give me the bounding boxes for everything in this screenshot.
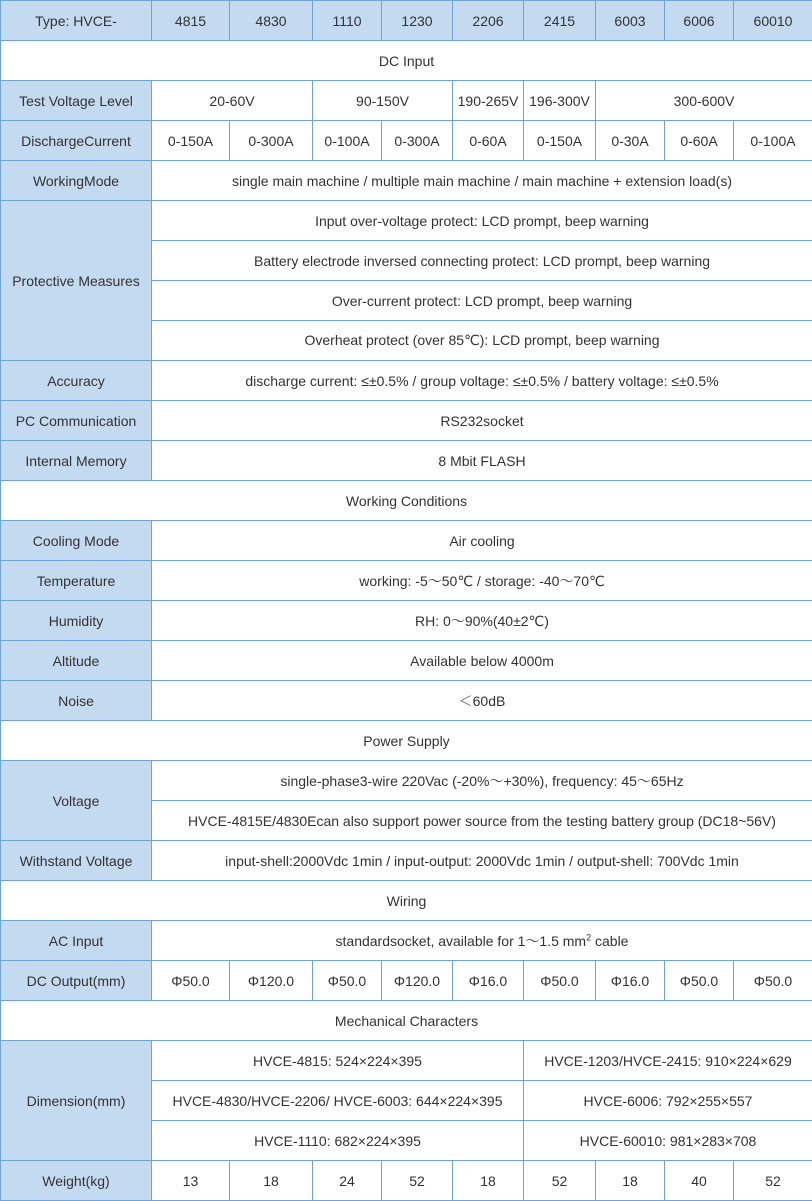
section-row [1, 721, 812, 761]
row-label: PC Communication [1, 401, 152, 441]
table-cell: 52 [734, 1161, 812, 1201]
table-cell: 0-150A [524, 121, 596, 161]
table-cell: 24 [313, 1161, 382, 1201]
table-cell: Battery electrode inversed connecting protect: LCD prompt, beep warning [152, 241, 812, 281]
ac-input-suffix: cable [591, 932, 629, 949]
table-cell: RH: 0～90%(40±2℃) [152, 601, 812, 641]
section-row [1, 481, 812, 521]
row-label: Temperature [1, 561, 152, 601]
table-cell: Input over-voltage protect: LCD prompt, beep warning [152, 201, 812, 241]
table-cell: 0-30A [596, 121, 665, 161]
model-header: 60010 [734, 1, 812, 41]
header-row [1, 1, 812, 41]
table-cell: 196-300V [524, 81, 596, 121]
table-cell: single-phase3-wire 220Vac (-20%～+30%), frequency: 45～65Hz [152, 761, 812, 801]
table-cell: 20-60V [152, 81, 313, 121]
model-header: 1230 [382, 1, 453, 41]
ac-input-row [1, 921, 812, 961]
table-cell: HVCE-4815: 524×224×395 [152, 1041, 524, 1081]
table-cell: ＜60dB [152, 681, 812, 721]
row-label: Voltage [1, 761, 152, 841]
row-label: Cooling Mode [1, 521, 152, 561]
row-label: Dimension(mm) [1, 1041, 152, 1161]
table-cell: 40 [665, 1161, 734, 1201]
model-header: 6003 [596, 1, 665, 41]
model-header: 6006 [665, 1, 734, 41]
section-title-mechanical: Mechanical Characters [1, 1001, 812, 1041]
voltage-row [1, 761, 812, 801]
table-cell: Φ50.0 [734, 961, 812, 1001]
table-cell: discharge current: ≤±0.5% / group voltage: ≤±0.5% / battery voltage: ≤±0.5% [152, 361, 812, 401]
table-cell: 190-265V [453, 81, 524, 121]
table-cell: HVCE-60010: 981×283×708 [524, 1121, 812, 1161]
dimension-row [1, 1041, 812, 1081]
row-label: Noise [1, 681, 152, 721]
row-label: WorkingMode [1, 161, 152, 201]
noise-row [1, 681, 812, 721]
table-cell: Φ50.0 [313, 961, 382, 1001]
protective-row [1, 201, 812, 241]
working-mode-row [1, 161, 812, 201]
table-cell: 90-150V [313, 81, 453, 121]
table-cell: Φ16.0 [453, 961, 524, 1001]
table-cell: working: -5～50℃ / storage: -40～70℃ [152, 561, 812, 601]
discharge-current-row [1, 121, 812, 161]
dc-output-row [1, 961, 812, 1001]
model-header: 4815 [152, 1, 230, 41]
table-cell: input-shell:2000Vdc 1min / input-output: 2000Vdc 1min / output-shell: 700Vdc 1min [152, 841, 812, 881]
table-cell: 0-100A [734, 121, 812, 161]
table-cell: 8 Mbit FLASH [152, 441, 812, 481]
table-cell: HVCE-4815E/4830Ecan also support power source from the testing battery group (DC18~56V) [152, 801, 812, 841]
table-cell: HVCE-4830/HVCE-2206/ HVCE-6003: 644×224×395 [152, 1081, 524, 1121]
model-header: 2206 [453, 1, 524, 41]
table-cell: 18 [230, 1161, 313, 1201]
table-cell: 0-60A [665, 121, 734, 161]
table-cell: HVCE-6006: 792×255×557 [524, 1081, 812, 1121]
row-label: DC Output(mm) [1, 961, 152, 1001]
model-header: 1110 [313, 1, 382, 41]
ac-input-superscript: 2 [586, 931, 592, 942]
table-cell: 300-600V [596, 81, 812, 121]
table-cell: 13 [152, 1161, 230, 1201]
table-cell: single main machine / multiple main machine / main machine + extension load(s) [152, 161, 812, 201]
section-row [1, 41, 812, 81]
section-title-working-conditions: Working Conditions [1, 481, 812, 521]
table-cell: 0-100A [313, 121, 382, 161]
row-label: Protective Measures [1, 201, 152, 361]
ac-input-value [152, 921, 812, 961]
table-cell: Over-current protect: LCD prompt, beep warning [152, 281, 812, 321]
altitude-row [1, 641, 812, 681]
table-cell: 0-150A [152, 121, 230, 161]
section-title-power-supply: Power Supply [1, 721, 812, 761]
table-cell: Φ120.0 [230, 961, 313, 1001]
table-cell: 52 [382, 1161, 453, 1201]
table-cell: 18 [596, 1161, 665, 1201]
table-cell: Φ50.0 [665, 961, 734, 1001]
table-cell: 18 [453, 1161, 524, 1201]
table-cell: RS232socket [152, 401, 812, 441]
row-label: DischargeCurrent [1, 121, 152, 161]
accuracy-row [1, 361, 812, 401]
humidity-row [1, 601, 812, 641]
section-title-wiring: Wiring [1, 881, 812, 921]
section-title-dc-input: DC Input [1, 41, 812, 81]
table-cell: Φ50.0 [152, 961, 230, 1001]
table-cell: HVCE-1203/HVCE-2415: 910×224×629 [524, 1041, 812, 1081]
table-cell: 0-60A [453, 121, 524, 161]
table-cell: 0-300A [230, 121, 313, 161]
model-header: 2415 [524, 1, 596, 41]
row-label: Accuracy [1, 361, 152, 401]
row-label: Humidity [1, 601, 152, 641]
section-row [1, 881, 812, 921]
table-cell: Air cooling [152, 521, 812, 561]
table-cell: Overheat protect (over 85℃): LCD prompt, beep warning [152, 321, 812, 361]
row-label: Test Voltage Level [1, 81, 152, 121]
memory-row [1, 441, 812, 481]
cooling-row [1, 521, 812, 561]
temperature-row [1, 561, 812, 601]
table-cell: HVCE-1110: 682×224×395 [152, 1121, 524, 1161]
model-header: 4830 [230, 1, 313, 41]
table-cell: Available below 4000m [152, 641, 812, 681]
section-row [1, 1001, 812, 1041]
ac-input-text: standardsocket, available for 1～1.5 mm [335, 932, 587, 949]
row-label: Weight(kg) [1, 1161, 152, 1201]
weight-row [1, 1161, 812, 1201]
table-cell: 0-300A [382, 121, 453, 161]
row-label: Internal Memory [1, 441, 152, 481]
row-label: AC Input [1, 921, 152, 961]
pc-comm-row [1, 401, 812, 441]
table-cell: Φ16.0 [596, 961, 665, 1001]
type-label: Type: HVCE- [1, 1, 152, 41]
table-cell: Φ120.0 [382, 961, 453, 1001]
table-cell: Φ50.0 [524, 961, 596, 1001]
row-label: Withstand Voltage [1, 841, 152, 881]
test-voltage-row [1, 81, 812, 121]
withstand-row [1, 841, 812, 881]
table-cell: 52 [524, 1161, 596, 1201]
row-label: Altitude [1, 641, 152, 681]
